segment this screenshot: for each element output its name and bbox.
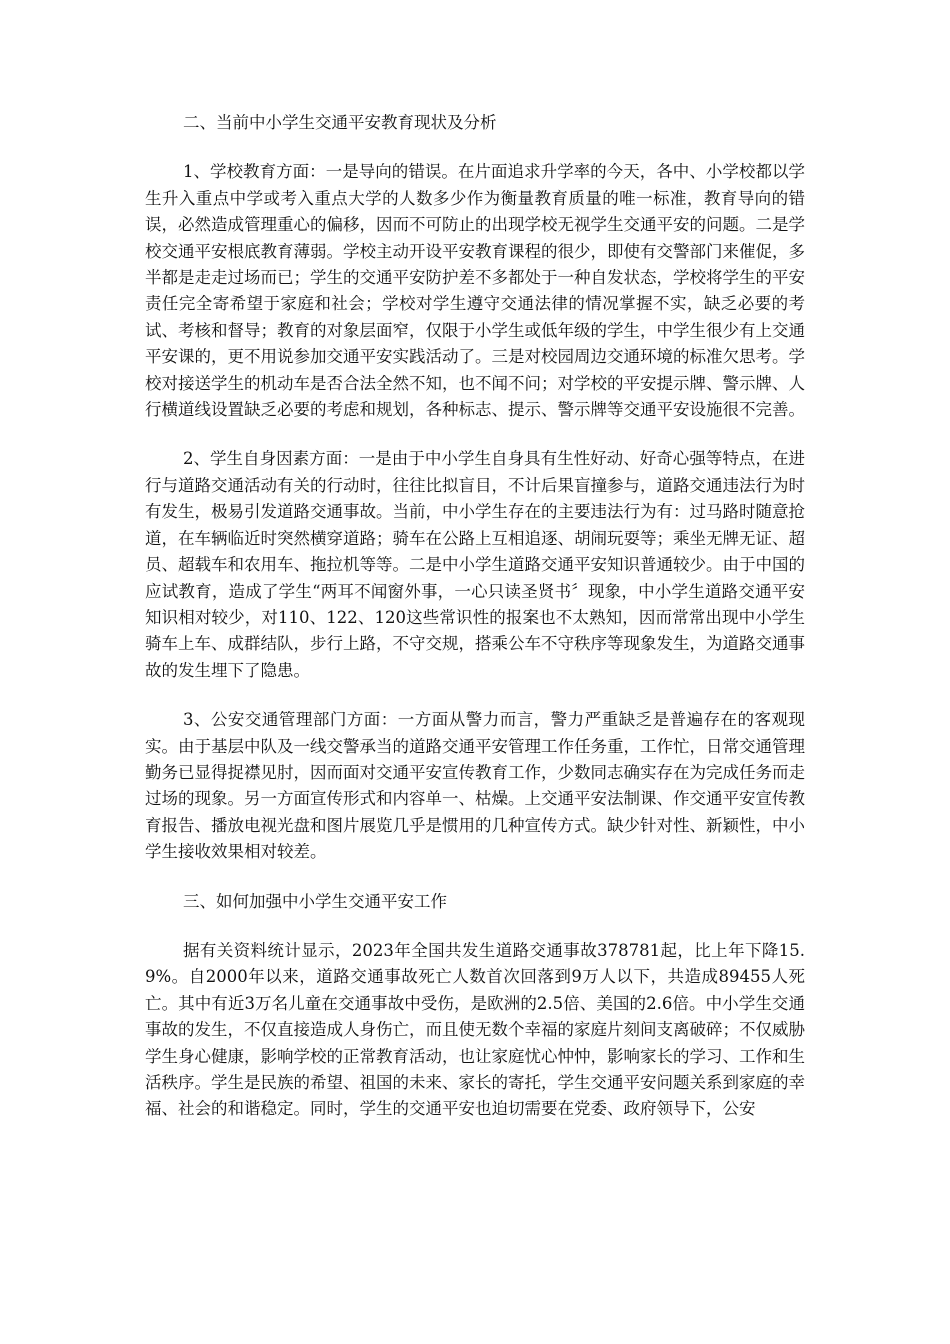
paragraph-student-factors: 2、学生自身因素方面：一是由于中小学生自身具有生性好动、好奇心强等特点，在进行与道路交通活动有关的行动时，往往比拟盲目，不计后果盲撞参与，道路交通违法行为时有发生，极易引发道路交通事故。当前，中小学生存在的主要违法行为有：过马路时随意抢道，在车辆临近时突然横穿道路；骑车在公路上互相追逐、胡闹玩耍等；乘坐无牌无证、超员、超载车和农用车、拖拉机等等。二是中小学生道路交通平安知识普通较少。由于中国的应试教育，造成了学生“两耳不闻窗外事，一心只读圣贤书〞现象，中小学生道路交通平安知识相对较少，对110、122、120这些常识性的报案也不太熟知，因而常常出现中小学生骑车上车、成群结队，步行上路，不守交规，搭乘公车不守秩序等现象发生，为道路交通事故的发生埋下了隐患。: [145, 449, 805, 680]
paragraph-school-education: 1、学校教育方面：一是导向的错误。在片面追求升学率的今天，各中、小学校都以学生升入重点中学或考入重点大学的人数多少作为衡量教育质量的唯一标准，教育导向的错误，必然造成管理重心的偏移，因而不可防止的出现学校无视学生交通平安的问题。二是学校交通平安根底教育薄弱。学校主动开设平安教育课程的很少，即使有交警部门来催促，多半都是走走过场而已；学生的交通平安防护差不多都处于一种自发状态，学校将学生的平安责任完全寄希望于家庭和社会；学校对学生遵守交通法律的情况掌握不实，缺乏必要的考试、考核和督导；教育的对象层面窄，仅限于小学生或低年级的学生，中学生很少有上交通平安课的，更不用说参加交通平安实践活动了。三是对校园周边交通环境的标准欠思考。学校对接送学生的机动车是否合法全然不知，也不闻不问；对学校的平安提示牌、警示牌、人行横道线设置缺乏必要的考虑和规划，各种标志、提示、警示牌等交通平安设施很不完善。: [145, 162, 805, 420]
paragraph-statistics: 据有关资料统计显示，2023年全国共发生道路交通事故378781起，比上年下降15.9%。自2000年以来，道路交通事故死亡人数首次回落到9万人以下，共造成89455人死亡。其中有近3万名儿童在交通事故中受伤，是欧洲的2.5倍、美国的2.6倍。中小学生交通事故的发生，不仅直接造成人身伤亡，而且使无数个幸福的家庭片刻间支离破碎；不仅威胁学生身心健康，影响学校的正常教育活动，也让家庭忧心忡忡，影响家长的学习、工作和生活秩序。学生是民族的希望、祖国的未来、家长的寄托，学生交通平安问题关系到家庭的幸福、社会的和谐稳定。同时，学生的交通平安也迫切需要在党委、政府领导下，公安: [145, 940, 805, 1119]
document-page: [145, 110, 805, 1123]
section-three-heading: 三、如何加强中小学生交通平安工作: [182, 891, 447, 911]
paragraph-traffic-police: 3、公安交通管理部门方面：一方面从警力而言，警力严重缺乏是普遍存在的客观现实。由于基层中队及一线交警承当的道路交通平安管理工作任务重，工作忙，日常交通管理勤务已显得捉襟见肘，因而面对交通平安宣传教育工作，少数同志确实存在为完成任务而走过场的现象。另一方面宣传形式和内容单一、枯燥。上交通平安法制课、作交通平安宣传教育报告、播放电视光盘和图片展览几乎是惯用的几种宣传方式。缺少针对性、新颖性，中小学生接收效果相对较差。: [145, 710, 805, 862]
section-two-heading: 二、当前中小学生交通平安教育现状及分析: [182, 113, 497, 132]
